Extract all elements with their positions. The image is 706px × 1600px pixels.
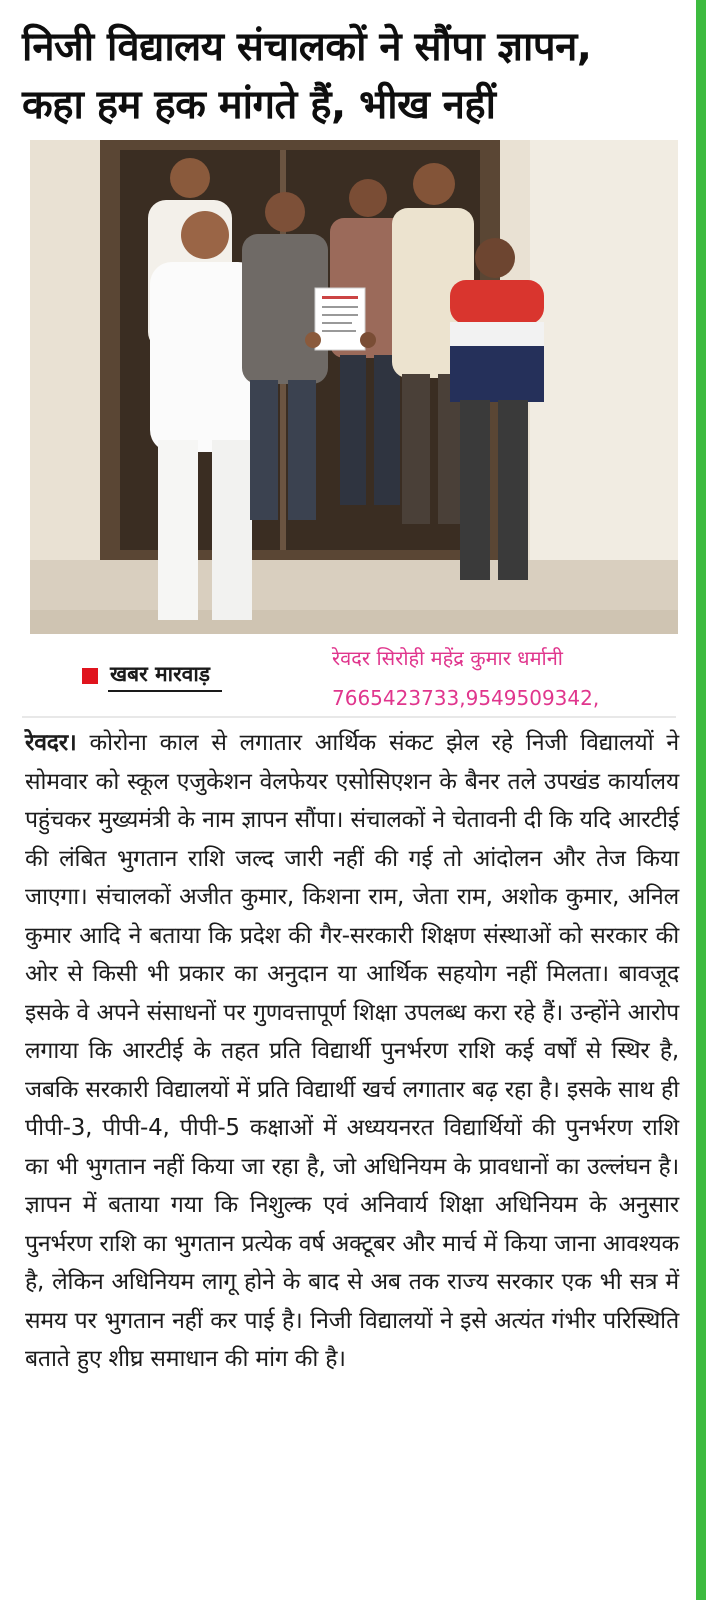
article-text: कोरोना काल से लगातार आर्थिक संकट झेल रहे निजी विद्यालयों ने सोमवार को स्कूल एजुकेशन वेलफेयर एसोसिएशन के बैनर तले उपखंड कार्यालय पहुंचकर मुख्यमंत्री के नाम ज्ञापन सौंपा। संचालकों ने चेतावनी दी कि यदि आरटीई की लंबित भुगतान राशि जल्द जारी नहीं की गई तो आंदोलन और तेज किया जाएगा। संचालकों अजीत कुमार, किशना राम, जेता राम, अशोक कुमार, अनिल कुमार आदि ने बताया कि प्रदेश की गैर-सरकारी शिक्षण संस्थाओं को सरकार की ओर से किसी भी प्रकार का अनुदान या आर्थिक सहयोग नहीं मिलता। बावजूद इसके वे अपने संसाधनों पर गुणवत्तापूर्ण शिक्षा उपलब्ध करा रहे हैं। उन्होंने आरोप लगाया कि आरटीई के तहत प्रति विद्यार्थी पुनर्भरण राशि कई वर्षों से स्थिर है, जबकि सरकारी विद्यालयों में प्रति विद्यार्थी खर्च लगातार बढ़ रहा है। इसके साथ ही पीपी-3, पीपी-4, पीपी-5 कक्षाओं में अध्ययनरत विद्यार्थियों की पुनर्भरण राशि का भी भुगतान नहीं किया जा रहा है, जो अधिनियम के प्रावधानों का उल्लंघन है। ज्ञापन में बताया गया कि निशुल्क एवं अनिवार्य शिक्षा अधिनियम के अनुसार पुनर्भरण राशि का भुगतान प्रत्येक वर्ष अक्टूबर और मार्च में किया जाना आवश्यक है, लेकिन अधिनियम लागू होने के बाद से अब तक राज्य सरकार एक भी सत्र में समय पर भुगतान नहीं कर पाई है। निजी विद्यालयों ने इसे अत्यंत गंभीर परिस्थिति बताते हुए शीघ्र समाधान की मांग की है। (25, 730, 679, 1372)
section-divider (22, 716, 676, 718)
headline (22, 18, 682, 134)
reporter-phone-line: 7665423733,9549509342, (332, 686, 600, 710)
news-photo (30, 140, 678, 634)
green-side-border (696, 0, 706, 1600)
article-dateline: रेवदर। (25, 730, 77, 756)
brand-byline (82, 658, 222, 694)
headline-line-2: कहा हम हक मांगते हैं, भीख नहीं (22, 82, 496, 128)
article-body (25, 724, 679, 1379)
photo-illustration (30, 140, 678, 634)
brand-name: खबर मारवाड़ (108, 660, 222, 692)
headline-line-1: निजी विद्यालय संचालकों ने सौंपा ज्ञापन, (22, 24, 592, 70)
brand-marker-icon (82, 668, 98, 684)
reporter-credit (332, 638, 692, 718)
reporter-name-line: रेवदर सिरोही महेंद्र कुमार धर्मानी (332, 646, 563, 670)
